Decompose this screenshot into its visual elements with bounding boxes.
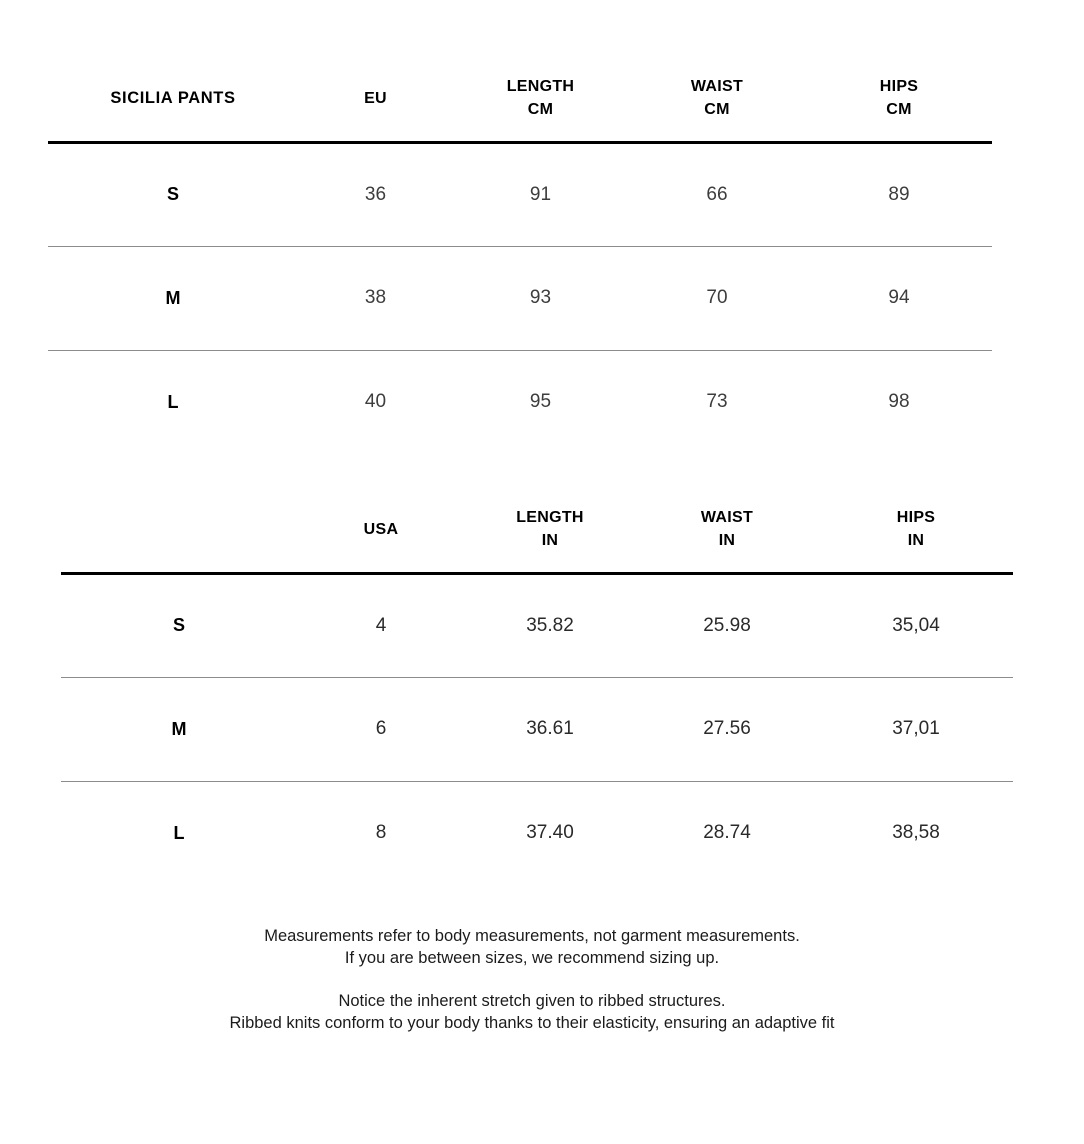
measurement-value: 4: [297, 573, 465, 677]
column-header-eu: EU: [298, 56, 453, 142]
column-header-waist-cm: WAIST CM: [628, 56, 806, 142]
size-label: S: [61, 573, 297, 677]
table-corner-empty: [61, 487, 297, 573]
measurement-notes: [0, 925, 1064, 1034]
table-row-l-cm: [48, 350, 992, 454]
measurement-value: 94: [806, 246, 992, 350]
table-row-s-cm: [48, 142, 992, 246]
note-line: Measurements refer to body measurements, not garment measurements.: [264, 927, 800, 945]
measurement-value: 37.40: [526, 822, 574, 844]
table-row-l-in: [61, 781, 1013, 885]
measurement-value: 6: [297, 677, 465, 781]
table-row-m-in: [61, 677, 1013, 781]
note-stretch: [0, 990, 1064, 1034]
column-header-hips-in: HIPS IN: [819, 487, 1013, 573]
measurement-value: 98: [888, 391, 910, 413]
measurement-value: 36: [298, 142, 453, 246]
size-label: L: [173, 822, 185, 843]
measurement-value: 95: [529, 391, 552, 413]
measurement-value: 37,01: [819, 677, 1013, 781]
measurement-value: 25.98: [635, 573, 819, 677]
measurement-value: 36.61: [465, 677, 635, 781]
table-title: SICILIA PANTS: [48, 56, 298, 142]
size-table-cm: [48, 56, 992, 454]
measurement-value: 38: [298, 246, 453, 350]
table-row-m-cm: [48, 246, 992, 350]
size-label: L: [167, 391, 179, 412]
note-line: Ribbed knits conform to your body thanks to their elasticity, ensuring an adaptive fit: [229, 1014, 835, 1032]
size-table-in: [61, 487, 1013, 885]
column-header-waist-in: WAIST IN: [635, 487, 819, 573]
measurement-value: 35.82: [465, 573, 635, 677]
measurement-value: 27.56: [635, 677, 819, 781]
note-line: Notice the inherent stretch given to ribbed structures.: [338, 992, 726, 1010]
column-header-length-cm: LENGTH CM: [453, 56, 628, 142]
measurement-value: 91: [453, 142, 628, 246]
measurement-value: 40: [364, 391, 387, 413]
column-header-length-in: LENGTH IN: [465, 487, 635, 573]
measurement-value: 70: [628, 246, 806, 350]
note-line: If you are between sizes, we recommend sizing up.: [344, 949, 720, 967]
measurement-value: 93: [453, 246, 628, 350]
measurement-value: 8: [375, 822, 387, 844]
table-row-s-in: [61, 573, 1013, 677]
column-header-hips-cm: HIPS CM: [806, 56, 992, 142]
header-row-cm: [48, 56, 992, 142]
measurement-value: 38,58: [892, 822, 940, 844]
column-header-usa: USA: [297, 487, 465, 573]
size-label: M: [61, 677, 297, 781]
measurement-value: 89: [806, 142, 992, 246]
note-measurements: [0, 925, 1064, 969]
measurement-value: 66: [628, 142, 806, 246]
size-label: M: [48, 246, 298, 350]
header-row-in: [61, 487, 1013, 573]
measurement-value: 28.74: [703, 822, 751, 844]
measurement-value: 35,04: [819, 573, 1013, 677]
measurement-value: 73: [706, 391, 728, 413]
size-label: S: [48, 142, 298, 246]
